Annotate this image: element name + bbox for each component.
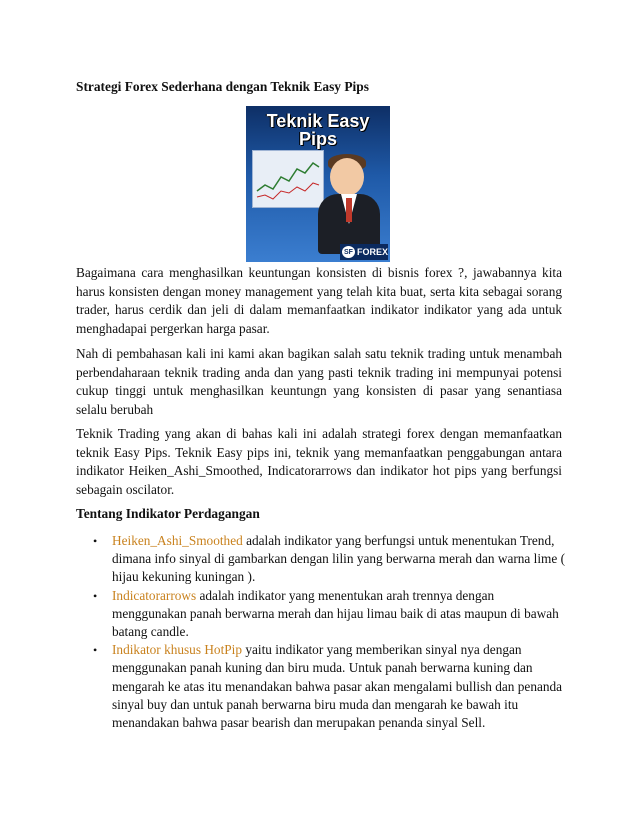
paragraph-technique: Nah di pembahasan kali ini kami akan bagikan salah satu teknik trading untuk menambah perbendaharaan teknik trading anda dan yang pasti teknik trading ini mempunyai potensi cukup tinggi untuk menghasilkan keuntungn yang konsisten di pasar yang senantiasa selalu berubah (76, 346, 562, 417)
businessman-head (330, 158, 364, 196)
easy-pips-illustration (246, 106, 390, 262)
bullet-icon: • (93, 588, 98, 603)
indicator-term: Indicatorarrows (112, 587, 197, 603)
list-item (76, 587, 568, 642)
indicator-term: Heiken_Ashi_Smoothed (112, 533, 243, 548)
bullet-icon: • (93, 534, 98, 548)
logo-mark: SF (342, 246, 355, 258)
chart-screen-icon (252, 150, 324, 208)
article-title: Strategi Forex Sederhana dengan Teknik Easy Pips (76, 79, 369, 94)
logo-text: FOREX (356, 247, 388, 257)
indicator-list (76, 532, 568, 732)
indicator-description: yaitu indikator yang memberikan sinyal nya dengan menggunakan panah kuning dan biru muda. Untuk panah berwarna kuning dan mengarah ke atas itu menandakan bahwa pasar akan mengalami bullish dan penanda sinyal buy dan untuk panah berwarna biru muda dan mengarah ke bawah itu menandakan bahwa pasar bearish dan merupakan penanda sinyal Sell. (112, 642, 563, 731)
list-item (76, 641, 568, 732)
chart-lines-icon (253, 151, 323, 207)
paragraph-easy-pips: Teknik Trading yang akan di bahas kali ini adalah strategi forex dengan memanfaatkan teknik Easy Pips. Teknik Easy pips ini, teknik yang memanfaatkan penggabungan antara indikator Heiken_Ashi_Smoothed, Indicatorarrows dan indikator hot pips yang berfungsi sebagain oscilator. (76, 426, 562, 497)
businessman-tie (346, 198, 352, 222)
bullet-icon: • (93, 643, 98, 658)
list-item (76, 532, 568, 587)
figure-headline: Teknik Easy Pips (266, 111, 370, 149)
paragraph-intro: Bagaimana cara menghasilkan keuntungan konsisten di bisnis forex ?, jawabannya kita harus konsisten dengan money management yang telah kita buat, serta kita sebagai sorang trader, harus cerdik dan jeli di dalam memanfaatkan indikator indikator yang ada untuk menghadapai pergerkan harga pasar. (76, 265, 562, 336)
indicator-term: Indikator khusus HotPip (112, 642, 243, 658)
indicator-description: adalah indikator yang berfungsi untuk menentukan Trend, dimana info sinyal di gambarkan dengan lilin yang berwarna merah dan warna lime ( hijau kekuning kuningan ). (112, 533, 566, 585)
sf-forex-logo (340, 244, 388, 260)
indicator-description: adalah indikator yang menentukan arah trennya dengan menggunakan panah berwarna merah dan hijau limau baik di atas maupun di bawah batang candle. (112, 587, 559, 640)
section-heading: Tentang Indikator Perdagangan (76, 506, 260, 521)
